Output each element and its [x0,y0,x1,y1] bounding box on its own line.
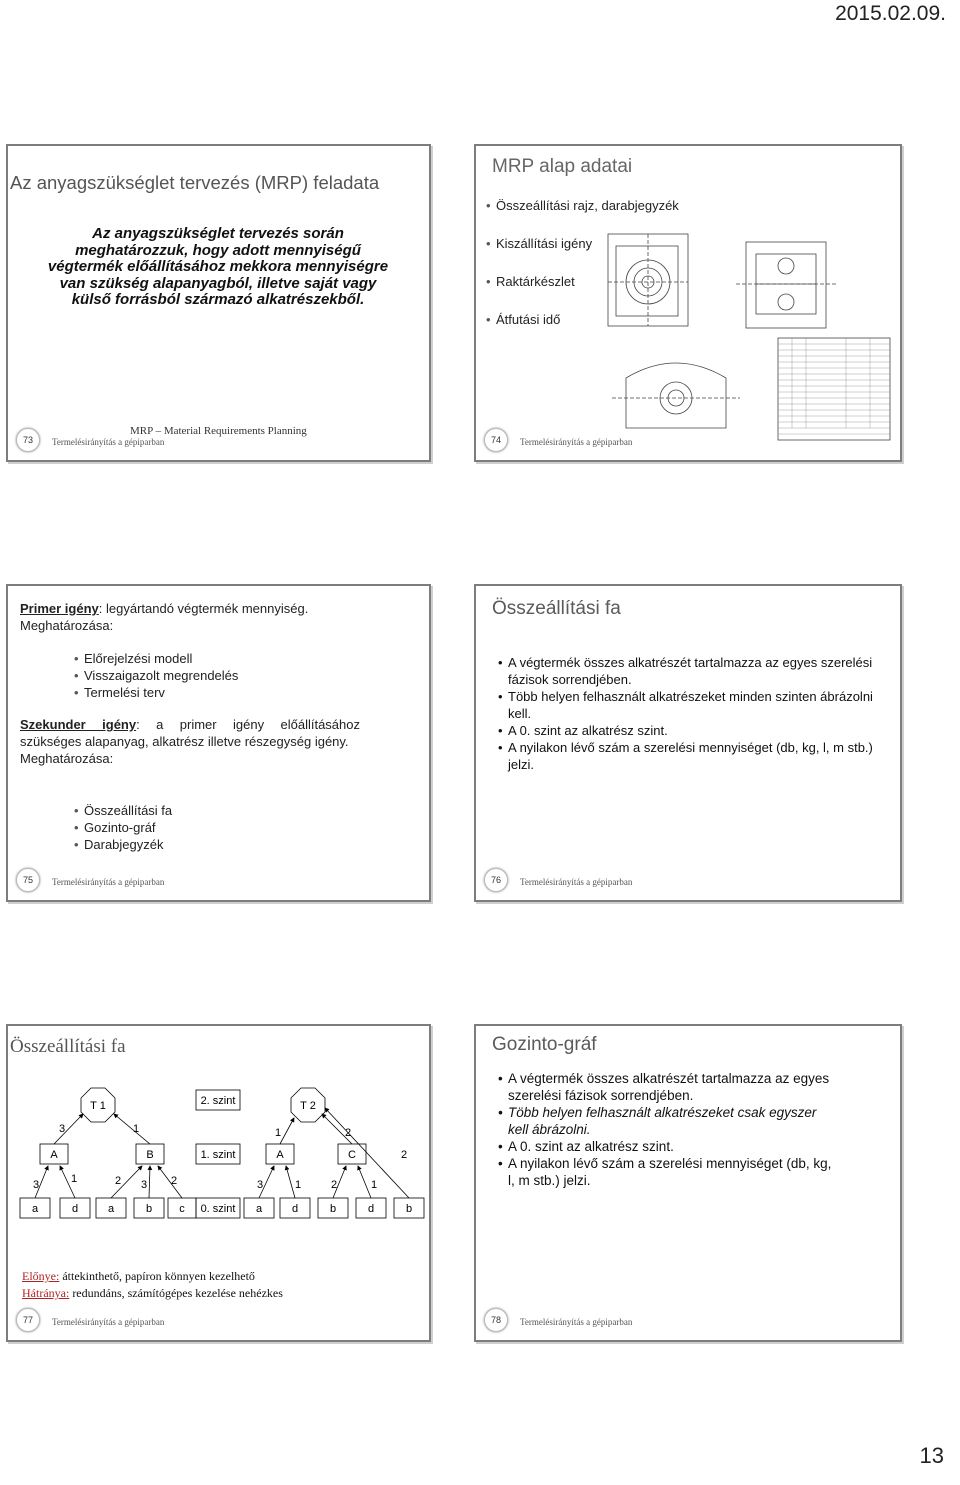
list-item: • Összeállítási rajz, darabjegyzék [486,198,679,236]
primary-demand-definition [20,600,360,634]
tree-leaf: b [145,1203,153,1215]
slide-number: 74 [484,428,508,452]
tree-mid-node: A [50,1149,58,1161]
list-item: • A 0. szint az alkatrész szint. [498,1138,838,1155]
tree-edge-label: 2 [344,1127,352,1139]
tree-level-label: 2. szint [200,1095,236,1107]
assembly-tree-diagram [16,1082,431,1232]
tree-edge-label: 3 [256,1179,264,1191]
list-item: • Raktárkészlet [486,274,679,312]
tree-leaf: a [107,1203,115,1215]
tree-leaf: d [71,1203,79,1215]
disadvantage-text: redundáns, számítógépes kezelése nehézkes [69,1286,283,1300]
advantage-label: Előnye: [22,1269,60,1283]
slide-footer: Termelésirányítás a gépiparban [520,437,633,447]
advantage-text: áttekinthető, papíron könnyen kezelhető [59,1269,255,1283]
slide-title: Összeállítási fa [492,598,621,619]
tree-edge-label: 3 [140,1179,148,1191]
tree-leaf: c [179,1203,185,1215]
slide-title: Gozinto-gráf [492,1034,597,1055]
slide-76 [474,584,902,902]
tree-mid-node: A [276,1149,284,1161]
primary-demand-list [74,650,238,701]
tree-leaf: b [405,1203,413,1215]
secondary-demand-text: : a primer igény előállításához szükséges alapanyag, alkatrész illetve részegység igény. [20,717,360,749]
page-number: 13 [919,1443,944,1468]
list-item: • A nyilakon lévő szám a szerelési mennyiséget (db, kg, l, m stb.) jelzi. [498,1155,838,1189]
slide-intro-text: Az anyagszükséglet tervezés során meghatározzuk, hogy adott mennyiségű végtermék előállításához mekkora mennyiségre van szükség alapanyagból, illetve saját vagy külső forrásból származó alkatrészekből. [47,225,389,308]
mrp-caption: MRP – Material Requirements Planning [130,425,307,437]
tree-leaf: a [31,1203,39,1215]
slide-number: 75 [16,868,40,892]
tree-edge-label: 1 [274,1127,282,1139]
primary-demand-meaning-label: Meghatározása: [20,618,114,633]
slide-number: 78 [484,1308,508,1332]
list-item: • A 0. szint az alkatrész szint. [498,722,878,739]
tree-edge-label: 3 [32,1179,40,1191]
pros-cons [22,1268,283,1302]
list-item: • Több helyen felhasznált alkatrészeket minden szinten ábrázolni kell. [498,688,878,722]
tree-leaf: d [367,1203,375,1215]
list-item: • Termelési terv [74,684,238,701]
slide-number: 76 [484,868,508,892]
slide-73 [6,144,431,462]
secondary-demand-term: Szekunder igény [20,717,137,732]
tree-mid-node: C [348,1149,356,1161]
slide-78 [474,1024,902,1342]
list-item: • A végtermék összes alkatrészét tartalmazza az egyes szerelési fázisok sorrendjében. [498,1070,838,1104]
tree-mid-node: B [146,1149,154,1161]
slide-75 [6,584,431,902]
slide-footer: Termelésirányítás a gépiparban [52,877,165,887]
slide-77 [6,1024,431,1342]
list-item: • Visszaigazolt megrendelés [74,667,238,684]
primary-demand-text: : legyártandó végtermék mennyiség. [98,601,309,616]
list-item: • Előrejelzési modell [74,650,238,667]
tree-edge-label: 2 [170,1175,178,1187]
tree-level-label: 1. szint [200,1149,236,1161]
tree-edge-label: 2 [400,1149,408,1161]
secondary-demand-definition [20,716,360,767]
slide-number: 77 [16,1308,40,1332]
tree-edge-label: 1 [370,1179,378,1191]
list-item: • Gozinto-gráf [74,819,172,836]
slide-title: Összeállítási fa [10,1036,126,1057]
slide-footer: Termelésirányítás a gépiparban [520,1317,633,1327]
tree-edge-label: 1 [132,1123,140,1135]
gozinto-list [498,1070,838,1189]
list-item: • Darabjegyzék [74,836,172,853]
tree-edge-label: 1 [294,1179,302,1191]
tree-leaf: b [329,1203,337,1215]
slide-footer: Termelésirányítás a gépiparban [520,877,633,887]
tree-edge-label: 1 [70,1173,78,1185]
disadvantage-label: Hátránya: [22,1286,70,1300]
list-item: • A nyilakon lévő szám a szerelési mennyiséget (db, kg, l, m stb.) jelzi. [498,739,878,773]
tree-edge-label: 2 [114,1175,122,1187]
tree-top-node: T 2 [300,1100,316,1112]
slide-number: 73 [16,428,40,452]
primary-demand-term: Primer igény [20,601,99,616]
tree-leaf: d [291,1203,299,1215]
tree-top-node: T 1 [90,1100,106,1112]
list-item: • A végtermék összes alkatrészét tartalmazza az egyes szerelési fázisok sorrendjében. [498,654,878,688]
tree-leaf: a [255,1203,263,1215]
assembly-tree-list [498,654,878,773]
tree-level-label: 0. szint [200,1203,236,1215]
mrp-data-list [486,198,679,350]
tree-edge-label: 2 [330,1179,338,1191]
tree-edge-label: 3 [58,1123,66,1135]
list-item: • Átfutási idő [486,312,679,350]
secondary-demand-list [74,802,172,853]
secondary-demand-meaning-label: Meghatározása: [20,751,114,766]
slide-title: Az anyagszükséglet tervezés (MRP) feladata [10,172,380,193]
slide-title: MRP alap adatai [492,156,633,177]
list-item: • Kiszállítási igény [486,236,679,274]
slide-footer: Termelésirányítás a gépiparban [52,437,165,447]
slide-footer: Termelésirányítás a gépiparban [52,1317,165,1327]
list-item: • Összeállítási fa [74,802,172,819]
list-item: • Több helyen felhasznált alkatrészeket csak egyszer kell ábrázolni. [498,1104,838,1138]
page-date: 2015.02.09. [835,2,946,25]
slide-74 [474,144,902,462]
